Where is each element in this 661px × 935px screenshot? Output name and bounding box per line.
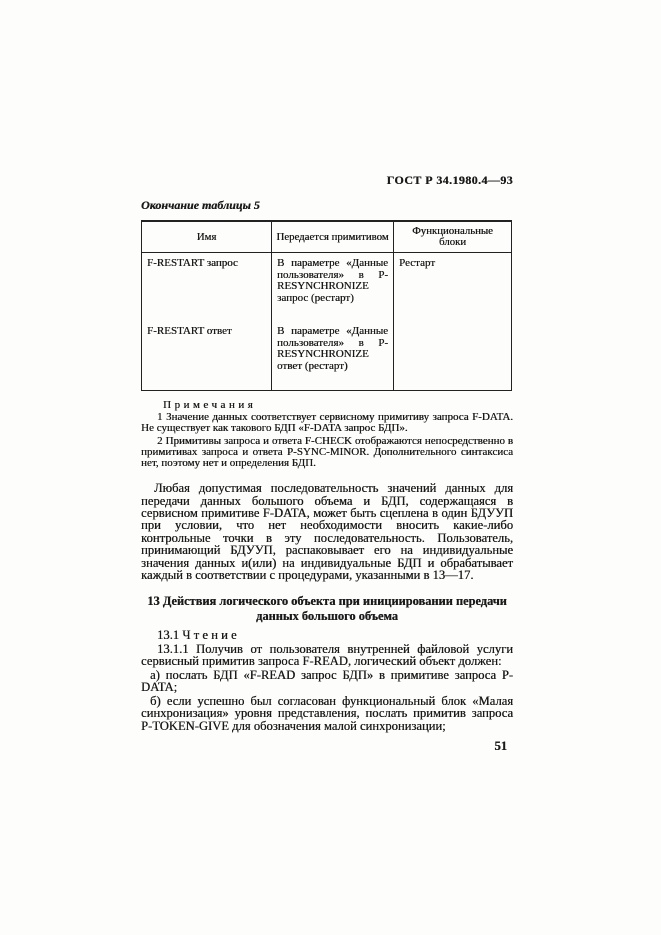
paragraph-data-sequence: Любая допустимая последовательность значений данных для передачи данных большого объема и БДП, содержащаяся в сервисном примитиве F-DATA, может быть сцеплена в один БДУУП при условии, что нет необходимости вносить какие-либо контрольные точки в эту последовательность. Пользователь, принимающий БДУУП, распаковывает его на индивидуальные значения данных и(или) на индивидуальные БДП и обрабатывает каждый в соответствии с процедурами, указанными в 13—17. xyxy=(141,481,513,583)
cell-primitive: В параметре «Данные пользователя» в P-RESYNCHRONIZE запрос (рестарт) xyxy=(272,253,394,322)
table-row xyxy=(142,321,512,391)
page-number: 51 xyxy=(494,738,507,753)
table-caption: Окончание таблицы 5 xyxy=(141,198,260,212)
cell-name: F-RESTART ответ xyxy=(142,321,272,391)
cell-primitive: В параметре «Данные пользователя» в P-RESYNCHRONIZE ответ (рестарт) xyxy=(272,321,394,391)
column-header-name: Имя xyxy=(142,221,272,253)
list-item-a: а) послать БДП «F-READ запрос БДП» в примитиве запроса P-DATA; xyxy=(141,667,513,695)
subsection-13-1-heading xyxy=(141,629,513,641)
column-header-functional-blocks: Функциональные блоки xyxy=(394,221,512,253)
section-13-heading-line-2: данных большого объема xyxy=(256,609,398,624)
table-header-row xyxy=(142,221,512,253)
table-5 xyxy=(141,220,512,391)
cell-name: F-RESTART запрос xyxy=(142,253,272,322)
notes-block xyxy=(141,400,513,469)
notes-title: Примечания xyxy=(163,399,257,411)
cell-functional-blocks xyxy=(394,321,512,391)
cell-functional-blocks: Рестарт xyxy=(394,253,512,322)
subsection-13-1-title: Чтение xyxy=(182,627,240,642)
section-13-heading-line-1: 13 Действия логического объекта при инициировании передачи xyxy=(147,594,507,609)
paragraph-13-1-1: 13.1.1 Получив от пользователя внутренней файловой услуги сервисный примитив запроса F-READ, логический объект должен: xyxy=(141,642,513,669)
subsection-13-1-number: 13.1 xyxy=(157,627,180,642)
text-column xyxy=(141,0,513,754)
note-2: 2 Примитивы запроса и ответа F-CHECK отображаются непосредственно в примитивах запроса и ответа P-SYNC-MINOR. Дополнительного синтаксиса нет, поэтому нет и определения БДП. xyxy=(141,434,513,470)
document-code-header: ГОСТ Р 34.1980.4—93 xyxy=(386,173,513,187)
table-row xyxy=(142,253,512,322)
column-header-primitive: Передается примитивом xyxy=(272,221,394,253)
list-item-b: б) если успешно был согласован функциональный блок «Малая синхронизация» уровня представления, послать примитив запроса P-TOKEN-GIVE для обозначения малой синхронизации; xyxy=(141,693,513,733)
section-13-heading xyxy=(141,594,513,623)
note-1: 1 Значение данных соответствует сервисному примитиву запроса F-DATA. Не существует как такового БДП «F-DATA запрос БДП». xyxy=(141,411,513,435)
